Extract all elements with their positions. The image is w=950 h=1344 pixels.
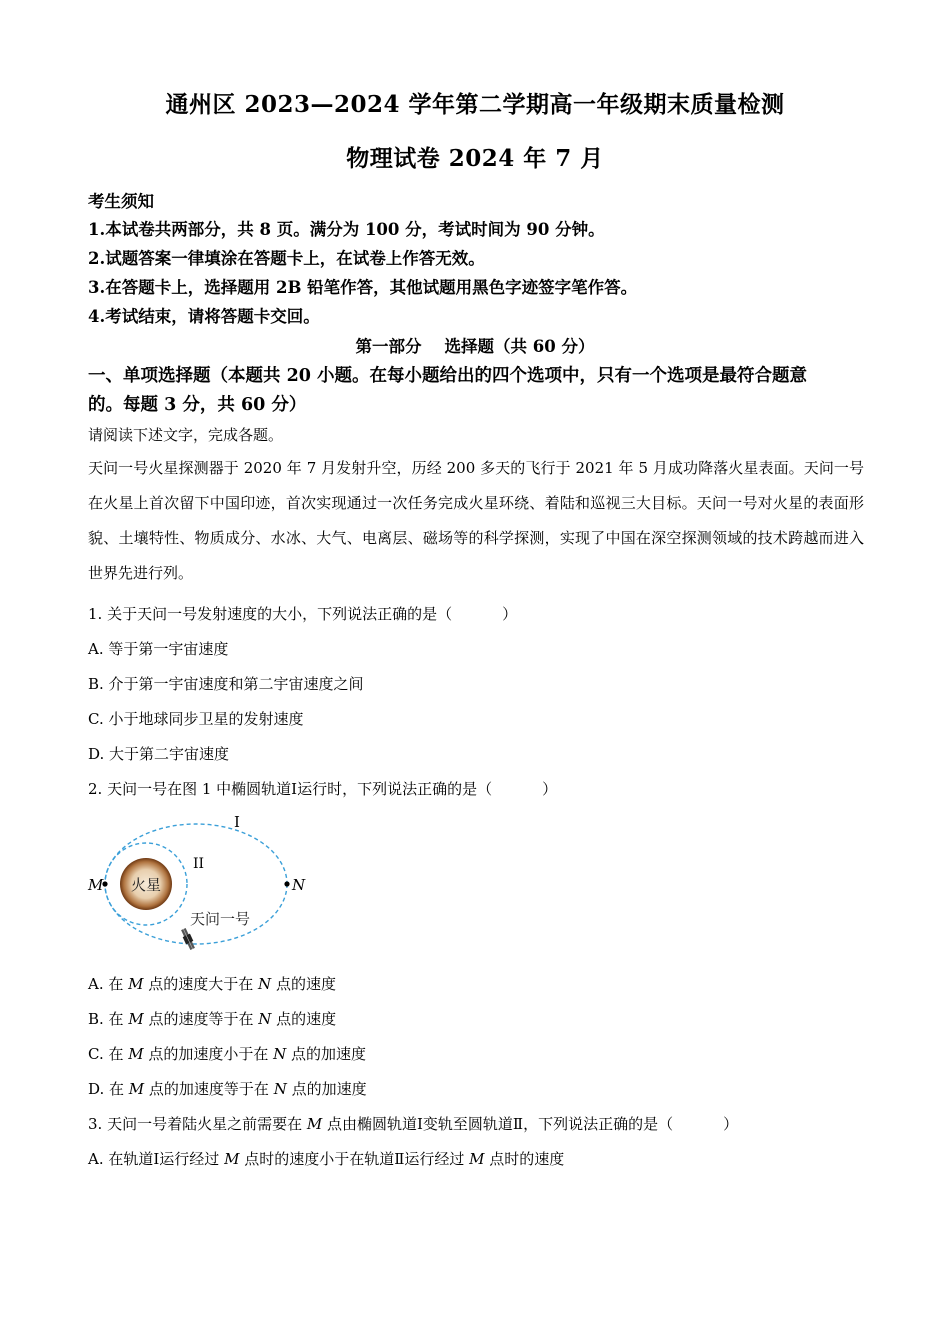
notice-item-1: 1.本试卷共两部分，共 8 页。满分为 100 分，考试时间为 90 分钟。: [88, 220, 605, 239]
notice-item-2: 2.试题答案一律填涂在答题卡上，在试卷上作答无效。: [88, 249, 485, 268]
var-m: M: [306, 1115, 323, 1133]
option-text: B. 在: [88, 1010, 129, 1028]
option-text: D. 在: [88, 1080, 129, 1098]
option-text: 点时的速度小于在轨道Ⅱ运行经过: [239, 1150, 470, 1168]
option-text: 点的加速度: [286, 1045, 367, 1063]
reading-passage: 天问一号火星探测器于 2020 年 7 月发射升空，历经 200 多天的飞行于 2021 年 5 月成功降落火星表面。天问一号在火星上首次留下中国印迹，首次实现通过一次任务完成火星环绕、着陆和巡视三大目标。天问一号对火星的表面形貌、土壤特性、物质成分、水冰、大气、电离层、磁场等的科学探测，实现了中国在深空探测领域的技术跨越而进入世界先进行列。: [88, 459, 864, 582]
section-heading-line1: 一、单项选择题（本题共 20 小题。在每小题给出的四个选项中，只有一个选项是最符合题意: [88, 366, 808, 386]
orbit-diagram: [84, 810, 324, 950]
var-m: M: [224, 1150, 240, 1168]
option-text: 点的加速度等于在: [144, 1080, 274, 1098]
option-text: 点的速度等于在: [143, 1010, 259, 1028]
question-3-text: 点由椭圆轨道Ⅰ变轨至圆轨道Ⅱ，下列说法正确的是（: [322, 1115, 674, 1133]
mars-label: 火星: [130, 876, 162, 894]
question-2-option-d: [88, 1078, 367, 1099]
notice-item-3: 3.在答题卡上，选择题用 2B 铅笔作答，其他试题用黑色字迹签字笔作答。: [88, 278, 638, 297]
option-text: C. 在: [88, 1045, 129, 1063]
question-3-close: ）: [723, 1115, 739, 1133]
probe-icon: [180, 927, 197, 950]
question-2-option-b: [88, 1008, 336, 1029]
question-1-text: 1. 关于天问一号发射速度的大小，下列说法正确的是（: [88, 605, 453, 623]
point-n-dot: [284, 881, 289, 886]
option-text: 点的加速度小于在: [143, 1045, 274, 1063]
exam-subtitle: 物理试卷 2024 年 7 月: [346, 145, 604, 172]
point-n-label: N: [292, 876, 306, 894]
orbit-2-label: II: [193, 856, 205, 872]
probe-label: 天问一号: [190, 910, 251, 928]
question-1-stem: [88, 603, 517, 624]
point-m-label: M: [88, 876, 104, 894]
option-text: 点的速度: [271, 975, 336, 993]
var-m: M: [128, 1045, 144, 1063]
section-heading-line2: 的。每题 3 分，共 60 分）: [88, 395, 307, 415]
part-title: 第一部分 选择题（共 60 分）: [355, 337, 595, 356]
option-text: 点的速度大于在: [143, 975, 259, 993]
orbit-1-label: I: [234, 813, 240, 831]
option-text: A. 在轨道Ⅰ运行经过: [88, 1150, 225, 1168]
option-text: 点时的速度: [484, 1150, 565, 1168]
notice-heading: 考生须知: [88, 192, 154, 211]
question-1-option-b: B. 介于第一宇宙速度和第二宇宙速度之间: [88, 675, 364, 693]
option-text: 点的加速度: [286, 1080, 367, 1098]
var-m: M: [128, 1080, 145, 1098]
question-3-option-a: [88, 1148, 564, 1169]
option-text: 点的速度: [271, 1010, 337, 1028]
exam-title: 通州区 2023—2024 学年第二学期高一年级期末质量检测: [165, 91, 785, 118]
question-1-option-a: A. 等于第一宇宙速度: [88, 640, 229, 658]
var-n: N: [258, 1010, 272, 1028]
question-2-stem: [88, 778, 557, 799]
var-m: M: [128, 1010, 144, 1028]
question-2-close: ）: [542, 780, 558, 798]
question-2-option-c: [88, 1043, 366, 1064]
question-1-option-c: C. 小于地球同步卫星的发射速度: [88, 710, 304, 728]
var-n: N: [273, 1080, 287, 1098]
var-n: N: [273, 1045, 287, 1063]
question-1-option-d: D. 大于第二宇宙速度: [88, 745, 230, 763]
var-m: M: [469, 1150, 485, 1168]
question-3-text: 3. 天问一号着陆火星之前需要在: [88, 1115, 307, 1133]
question-2-option-a: [88, 973, 336, 994]
notice-item-4: 4.考试结束，请将答题卡交回。: [88, 307, 320, 326]
question-3-stem: [88, 1113, 738, 1134]
var-m: M: [128, 975, 144, 993]
var-n: N: [258, 975, 272, 993]
question-2-text: 2. 天问一号在图 1 中椭圆轨道Ⅰ运行时，下列说法正确的是（: [88, 780, 493, 798]
reading-instruction: 请阅读下述文字，完成各题。: [88, 426, 284, 444]
option-text: A. 在: [88, 975, 129, 993]
question-1-close: ）: [502, 605, 518, 623]
